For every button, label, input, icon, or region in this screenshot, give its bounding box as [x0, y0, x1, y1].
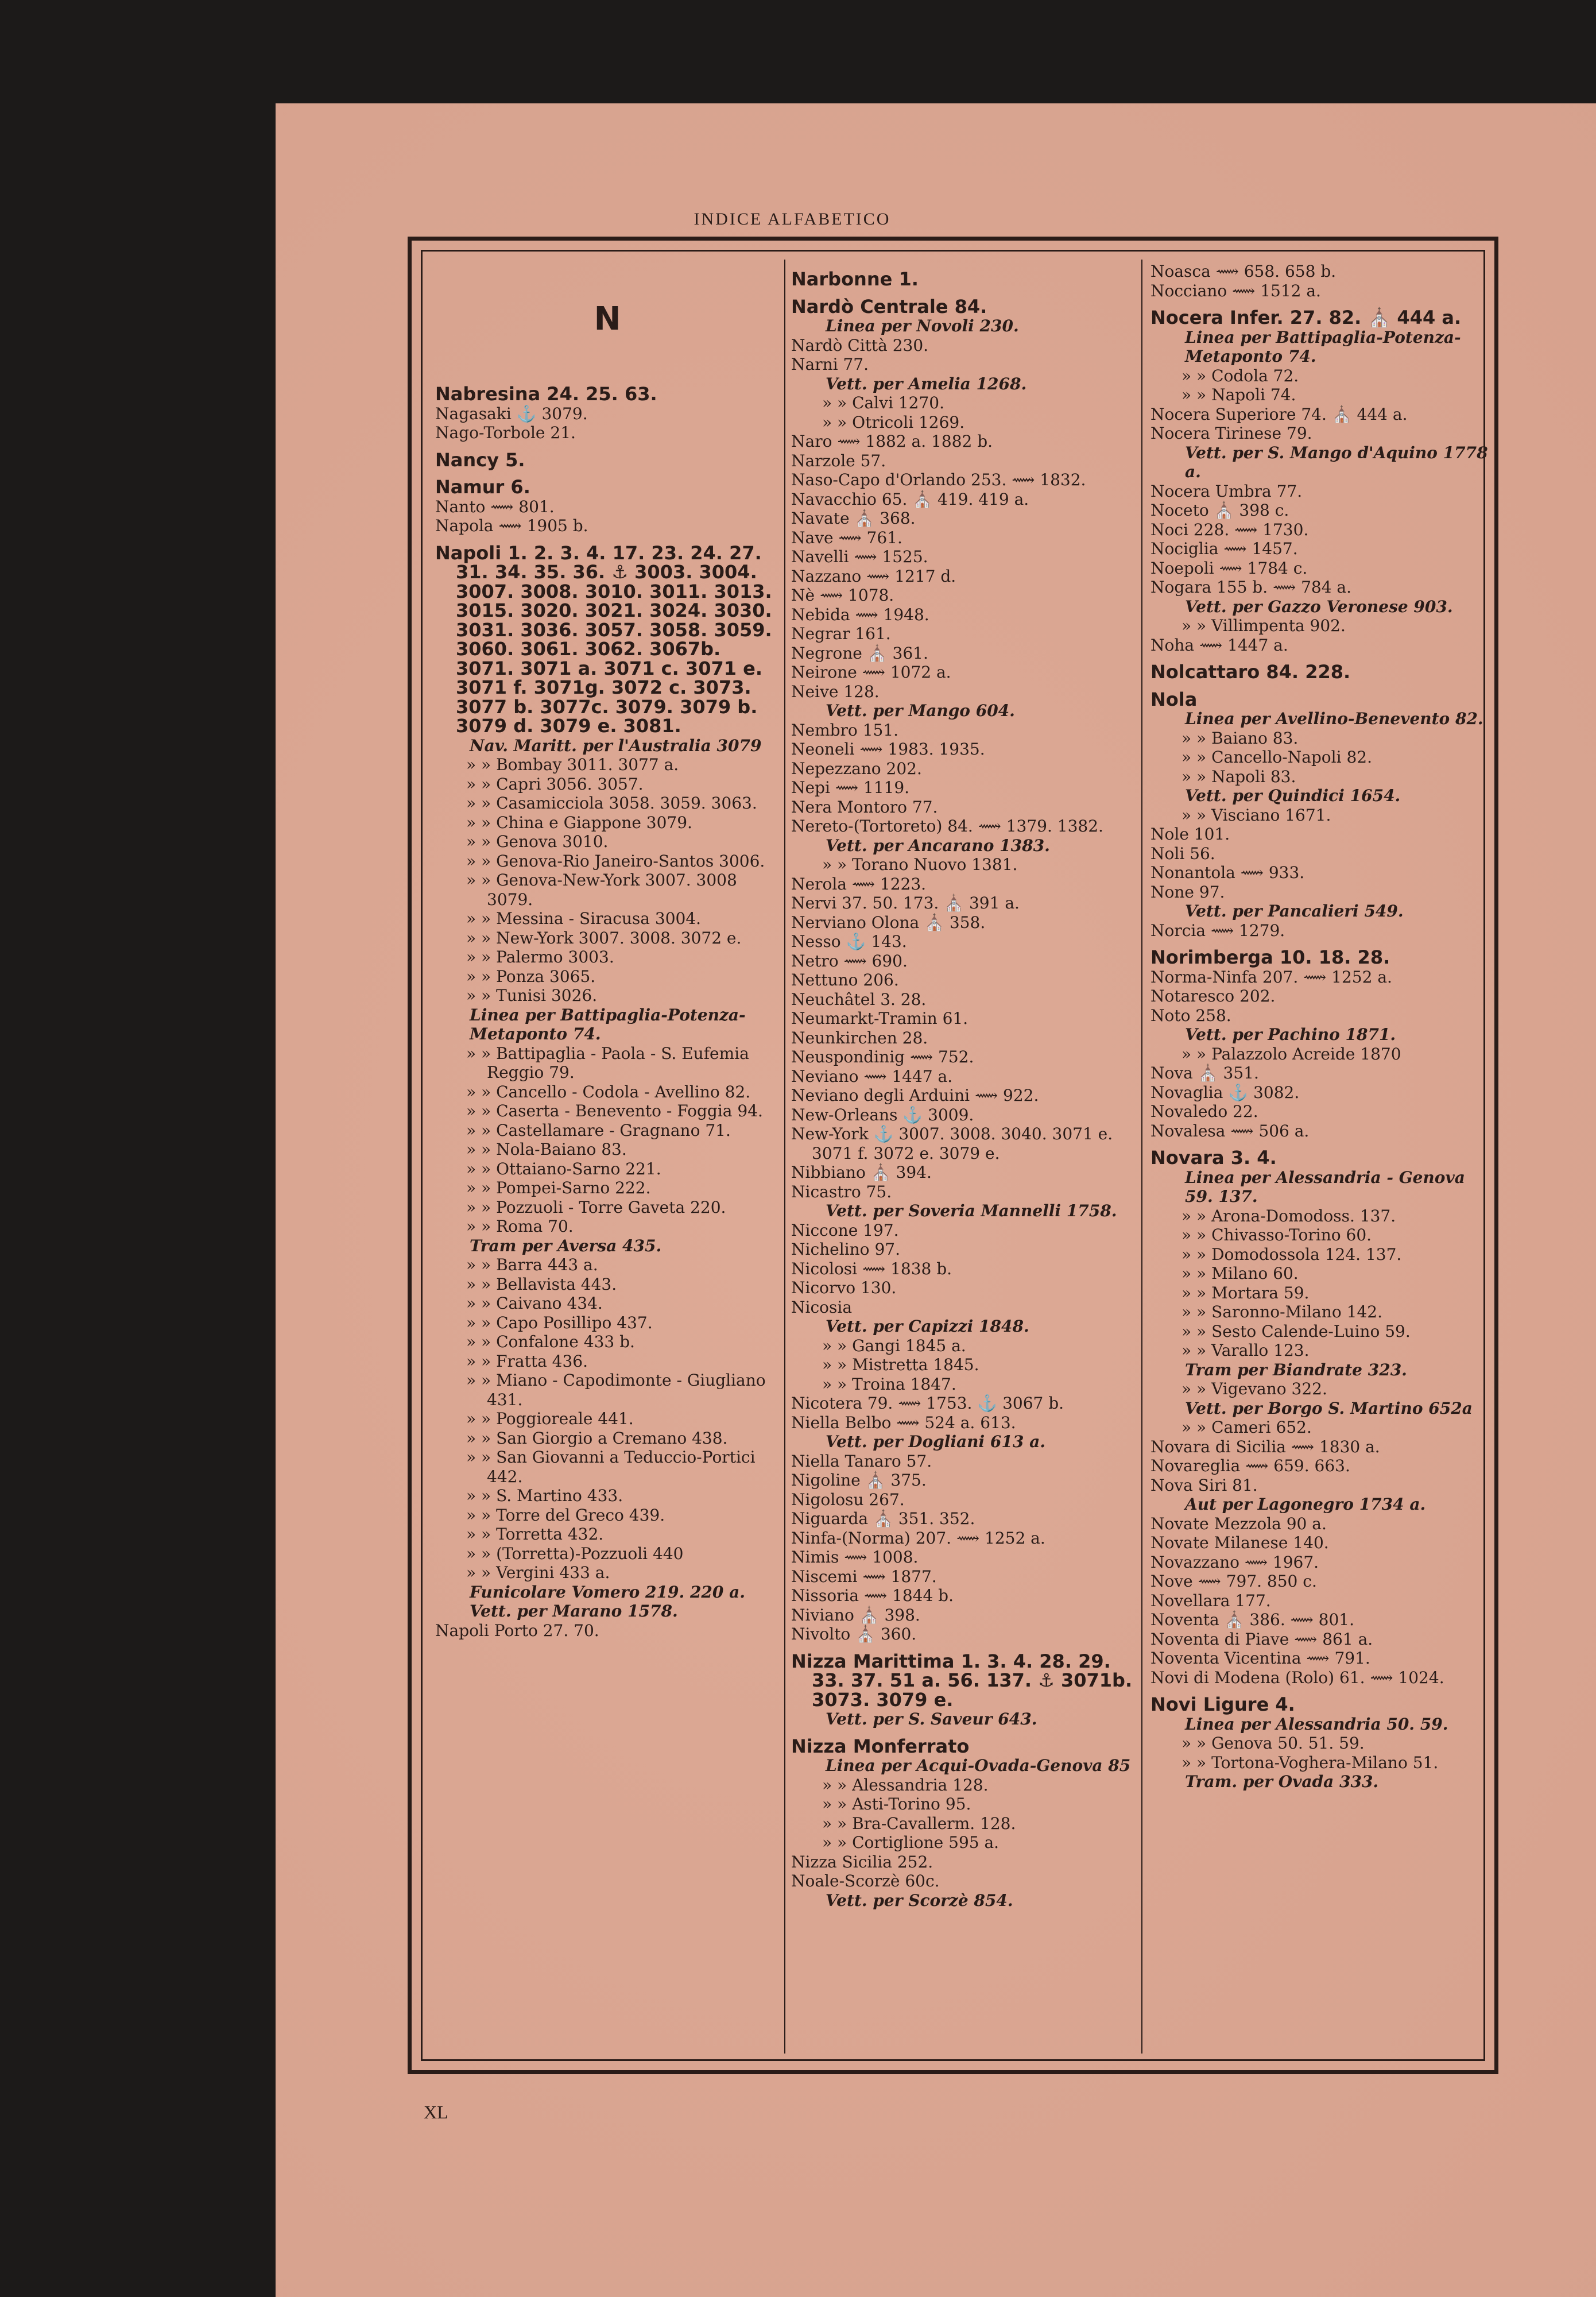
index-entry: Nociglia ⟿ 1457.	[1150, 539, 1298, 558]
index-entry: Niella Belbo ⟿ 524 a. 613.	[791, 1413, 1016, 1432]
index-heading-entry: Nolcattaro 84. 228.	[1150, 661, 1351, 683]
index-entry: Linea per Alessandria - Genova 59. 137.	[1185, 1167, 1465, 1206]
index-entry: Navate ⛪ 368.	[791, 509, 916, 528]
index-sub-entry: » » Barra 443 a.	[466, 1255, 598, 1274]
index-entry: Nigolosu 267.	[791, 1490, 905, 1509]
index-sub-entry: » » Visciano 1671.	[1181, 805, 1331, 825]
index-entry: Novate Mezzola 90 a.	[1150, 1514, 1327, 1533]
index-sub-entry: » » Castellamare - Gragnano 71.	[466, 1120, 731, 1140]
index-entry: Neumarkt-Tramin 61.	[791, 1009, 969, 1028]
index-entry: Naso-Capo d'Orlando 253. ⟿ 1832.	[791, 470, 1086, 489]
index-entry: Linea per Avellino-Benevento 82.	[1185, 709, 1483, 728]
index-sub-entry: » » Troina 1847.	[822, 1374, 956, 1394]
index-entry: Aut per Lagonegro 1734 a.	[1185, 1495, 1426, 1514]
index-entry: Nibbiano ⛪ 394.	[791, 1163, 932, 1182]
index-entry: Neviano ⟿ 1447 a.	[791, 1066, 953, 1086]
index-entry: Nazzano ⟿ 1217 d.	[791, 566, 956, 586]
index-sub-entry: » » Pozzuoli - Torre Gaveta 220.	[466, 1197, 726, 1217]
entry-list	[1150, 262, 1495, 1792]
index-sub-entry: » » Vigevano 322.	[1181, 1379, 1327, 1398]
index-sub-entry: » » Domodossola 124. 137.	[1181, 1244, 1402, 1264]
index-entry: Novaglia ⚓ 3082.	[1150, 1082, 1300, 1102]
index-sub-entry: » » Pompei-Sarno 222.	[466, 1178, 651, 1197]
index-heading-entry: Nizza Marittima 1. 3. 4. 28. 29. 33. 37. 51 a. 56. 137. ⚓ 3071b. 3073. 3079 e.	[791, 1650, 1133, 1711]
index-entry: Novi di Modena (Rolo) 61. ⟿ 1024.	[1150, 1668, 1444, 1687]
index-entry: Nocciano ⟿ 1512 a.	[1150, 281, 1321, 300]
index-sub-entry: » » Otricoli 1269.	[822, 412, 965, 432]
index-entry: Noventa ⛪ 386. ⟿ 801.	[1150, 1610, 1355, 1629]
index-sub-entry: » » Tunisi 3026.	[466, 986, 598, 1005]
index-sub-entry: » » Milano 60.	[1181, 1264, 1299, 1283]
index-sub-entry: » » Asti-Torino 95.	[822, 1795, 971, 1813]
index-entry: Niviano ⛪ 398.	[791, 1605, 920, 1625]
index-heading-entry: Novi Ligure 4.	[1150, 1693, 1295, 1715]
index-entry: Novareglia ⟿ 659. 663.	[1150, 1456, 1350, 1475]
index-heading-entry: Napoli 1. 2. 3. 4. 17. 23. 24. 27. 31. 34. 35. 36. ⚓ 3003. 3004. 3007. 3008. 3010. 3011. 3013. 3015. 3020. 3021. 3024. 3030. 3031. 3036. 3057. 3058. 3059. 3060. 3061. 3062. 3067b. 3071. 3071 a. 3071 c. 3071 e. 3071 f. 3071g. 3072 c. 3073. 3077 b. 3077c. 3079. 3079 b. 3079 d. 3079 e. 3081.	[435, 542, 772, 737]
index-sub-entry: » » Genova 3010.	[466, 832, 609, 851]
index-entry: Nimis ⟿ 1008.	[791, 1548, 919, 1567]
index-entry: Tram per Aversa 435.	[470, 1236, 662, 1255]
index-entry: Vett. per Pancalieri 549.	[1185, 902, 1404, 921]
index-column-2	[791, 262, 1136, 2054]
page-title: INDICE ALFABETICO	[694, 210, 891, 229]
index-entry: Funicolare Vomero 219. 220 a.	[470, 1582, 746, 1602]
index-entry: Nervi 37. 50. 173. ⛪ 391 a.	[791, 894, 1020, 912]
entry-list	[435, 385, 780, 1640]
index-sub-entry: » » Miano - Capodimonte - Giugliano 431.	[466, 1371, 766, 1409]
index-sub-entry: » » Cortiglione 595 a.	[822, 1833, 1000, 1852]
index-entry: Vett. per Borgo S. Martino 652a	[1185, 1398, 1473, 1418]
index-sub-entry: » » New-York 3007. 3008. 3072 e.	[466, 928, 742, 948]
index-entry: Vett. per Ancarano 1383.	[826, 836, 1050, 855]
index-entry: Nicosia	[791, 1297, 853, 1317]
index-heading-entry: Nizza Monferrato	[791, 1735, 970, 1757]
index-entry: Nardò Città 230.	[791, 335, 929, 355]
index-entry: Linea per Alessandria 50. 59.	[1185, 1714, 1448, 1734]
index-entry: Neviano degli Arduini ⟿ 922.	[791, 1086, 1039, 1105]
index-entry: Linea per Novoli 230.	[826, 316, 1019, 335]
index-entry: Neoneli ⟿ 1983. 1935.	[791, 740, 985, 759]
index-sub-entry: » » Calvi 1270.	[822, 393, 944, 412]
index-sub-entry: » » Caserta - Benevento - Foggia 94.	[466, 1101, 763, 1120]
index-entry: Novaledo 22.	[1150, 1102, 1258, 1121]
index-column-1	[435, 262, 780, 2054]
index-sub-entry: » » Genova-Rio Janeiro-Santos 3006.	[466, 851, 765, 871]
index-entry: Vett. per Amelia 1268.	[826, 374, 1027, 393]
index-entry: Nera Montoro 77.	[791, 797, 938, 817]
index-entry: Novellara 177.	[1150, 1591, 1271, 1610]
index-heading-entry: Norimberga 10. 18. 28.	[1150, 946, 1390, 968]
index-heading-entry: Nola	[1150, 688, 1198, 710]
index-entry: Nerviano Olona ⛪ 358.	[791, 912, 986, 932]
index-entry: Nissoria ⟿ 1844 b.	[791, 1586, 954, 1605]
index-entry: Nocera Superiore 74. ⛪ 444 a.	[1150, 404, 1408, 424]
index-entry: Noto 258.	[1150, 1006, 1231, 1025]
index-sub-entry: » » Gangi 1845 a.	[822, 1336, 966, 1355]
index-entry: Vett. per S. Mango d'Aquino 1778 a.	[1185, 443, 1488, 481]
entry-list	[791, 270, 1136, 1910]
index-entry: Navacchio 65. ⛪ 419. 419 a.	[791, 489, 1029, 509]
index-entry: Nogara 155 b. ⟿ 784 a.	[1150, 578, 1351, 597]
index-entry: Linea per Acqui-Ovada-Genova 85	[826, 1756, 1131, 1775]
index-entry: Ninfa-(Norma) 207. ⟿ 1252 a.	[791, 1528, 1045, 1548]
index-entry: Nettuno 206.	[791, 970, 899, 989]
index-entry: Napola ⟿ 1905 b.	[435, 516, 588, 535]
index-entry: Nè ⟿ 1078.	[791, 586, 894, 605]
index-entry: Nav. Maritt. per l'Australia 3079	[470, 736, 762, 755]
index-entry: Noale-Scorzè 60c.	[791, 1871, 940, 1890]
index-entry: Nocera Tirinese 79.	[1150, 424, 1312, 443]
index-entry: Vett. per Capizzi 1848.	[826, 1317, 1029, 1336]
index-sub-entry: » » Arona-Domodoss. 137.	[1181, 1206, 1396, 1225]
index-sub-entry: » » Codola 72.	[1181, 366, 1299, 385]
index-entry: Novara di Sicilia ⟿ 1830 a.	[1150, 1437, 1380, 1456]
index-entry: Nerola ⟿ 1223.	[791, 874, 927, 894]
index-entry: Nanto ⟿ 801.	[435, 497, 555, 516]
index-sub-entry: » » Capri 3056. 3057.	[466, 774, 644, 794]
index-heading-entry: Nocera Infer. 27. 82. ⛪ 444 a.	[1150, 307, 1462, 328]
index-sub-entry: » » Cancello - Codola - Avellino 82.	[466, 1082, 751, 1101]
index-entry: Nocera Umbra 77.	[1150, 481, 1303, 501]
index-entry: Nigoline ⛪ 375.	[791, 1471, 927, 1490]
index-sub-entry: » » Capo Posillipo 437.	[466, 1313, 653, 1332]
index-sub-entry: » » Napoli 74.	[1181, 385, 1296, 404]
index-entry: Neive 128.	[791, 682, 880, 701]
index-sub-entry: » » China e Giappone 3079.	[466, 813, 692, 832]
index-entry: Nave ⟿ 761.	[791, 528, 902, 547]
book-page	[276, 103, 1596, 2297]
index-entry: Navelli ⟿ 1525.	[791, 547, 928, 566]
index-sub-entry: » » Mistretta 1845.	[822, 1355, 979, 1374]
index-entry: Vett. per Scorzè 854.	[826, 1890, 1013, 1910]
index-heading-entry: Novara 3. 4.	[1150, 1147, 1277, 1169]
index-sub-entry: » » Villimpenta 902.	[1181, 616, 1346, 635]
index-sub-entry: » » Bra-Cavallerm. 128.	[822, 1813, 1016, 1833]
index-entry: None 97.	[1150, 882, 1225, 902]
index-sub-entry: » » Messina - Siracusa 3004.	[466, 909, 702, 928]
index-sub-entry: » » Varallo 123.	[1181, 1341, 1310, 1360]
index-sub-entry: » » Vergini 433 a.	[466, 1563, 610, 1582]
index-entry: Vett. per Pachino 1871.	[1185, 1025, 1396, 1044]
index-entry: Negrone ⛪ 361.	[791, 643, 928, 663]
index-sub-entry: » » Bombay 3011. 3077 a.	[466, 755, 679, 774]
index-sub-entry: » » Bellavista 443.	[466, 1274, 617, 1294]
index-sub-entry: » » San Giorgio a Cremano 438.	[466, 1428, 728, 1448]
index-entry: Vett. per Marano 1578.	[470, 1602, 678, 1621]
index-entry: Nivolto ⛪ 360.	[791, 1625, 917, 1644]
index-entry: Noventa Vicentina ⟿ 791.	[1150, 1649, 1370, 1668]
index-entry: Vett. per Mango 604.	[826, 701, 1015, 720]
index-sub-entry: » » Palermo 3003.	[466, 948, 614, 966]
page-number: XL	[424, 2102, 448, 2122]
index-entry: Noli 56.	[1150, 844, 1215, 863]
index-heading-entry: Nancy 5.	[435, 448, 525, 471]
index-entry: Netro ⟿ 690.	[791, 951, 908, 970]
index-sub-entry: » » Nola-Baiano 83.	[466, 1140, 627, 1159]
index-sub-entry: » » Torano Nuovo 1381.	[822, 855, 1018, 874]
index-entry: Nizza Sicilia 252.	[791, 1852, 933, 1871]
index-entry: Vett. per Soveria Mannelli 1758.	[826, 1201, 1117, 1220]
index-entry: Narni 77.	[791, 355, 869, 374]
index-entry: Linea per Battipaglia-Potenza-Metaponto 74.	[1185, 327, 1461, 366]
index-sub-entry: » » Genova 50. 51. 59.	[1181, 1734, 1365, 1753]
index-sub-entry: » » Ottaiano-Sarno 221.	[466, 1159, 661, 1178]
index-entry: Norma-Ninfa 207. ⟿ 1252 a.	[1150, 967, 1392, 987]
index-entry: New-York ⚓ 3007. 3008. 3040. 3071 e. 3071 f. 3072 e. 3079 e.	[791, 1124, 1113, 1163]
index-sub-entry: » » Palazzolo Acreide 1870	[1181, 1044, 1401, 1064]
index-entry: Niguarda ⛪ 351. 352.	[791, 1509, 975, 1528]
index-sub-entry: » » (Torretta)-Pozzuoli 440	[466, 1544, 684, 1563]
index-sub-entry: » » Saronno-Milano 142.	[1181, 1302, 1382, 1321]
index-entry: Nichelino 97.	[791, 1240, 900, 1259]
column-divider	[1141, 260, 1142, 2054]
index-entry: Nagasaki ⚓ 3079.	[435, 404, 588, 423]
index-entry: Novate Milanese 140.	[1150, 1533, 1329, 1552]
index-entry: Narzole 57.	[791, 451, 886, 470]
index-entry: Negrar 161.	[791, 624, 891, 643]
index-entry: Norcia ⟿ 1279.	[1150, 921, 1285, 940]
index-sub-entry: » » Roma 70.	[466, 1217, 574, 1236]
index-sub-entry: » » Battipaglia - Paola - S. Eufemia Reggio 79.	[466, 1043, 749, 1082]
index-entry: Niccone 197.	[791, 1220, 899, 1240]
index-entry: Neuchâtel 3. 28.	[791, 989, 927, 1009]
index-sub-entry: » » Baiano 83.	[1181, 728, 1299, 748]
index-heading-entry: Nardò Centrale 84.	[791, 295, 987, 318]
index-entry: Vett. per S. Saveur 643.	[826, 1710, 1037, 1728]
index-sub-entry: » » Sesto Calende-Luino 59.	[1181, 1321, 1411, 1341]
index-entry: Nove ⟿ 797. 850 c.	[1150, 1572, 1317, 1591]
index-entry: Nago-Torbole 21.	[435, 423, 576, 442]
index-entry: Neuspondinig ⟿ 752.	[791, 1047, 974, 1066]
index-entry: New-Orleans ⚓ 3009.	[791, 1105, 974, 1124]
index-entry: Nebida ⟿ 1948.	[791, 605, 929, 624]
index-sub-entry: » » Cameri 652.	[1181, 1418, 1312, 1437]
index-entry: Nicastro 75.	[791, 1182, 892, 1201]
index-sub-entry: » » Confalone 433 b.	[466, 1332, 635, 1351]
index-entry: Noasca ⟿ 658. 658 b.	[1150, 262, 1337, 281]
index-heading-entry: Namur 6.	[435, 476, 530, 498]
index-entry: Nova Siri 81.	[1150, 1475, 1258, 1495]
index-sub-entry: » » Ponza 3065.	[466, 966, 596, 986]
index-entry: Vett. per Gazzo Veronese 903.	[1185, 597, 1453, 616]
index-entry: Nicorvo 130.	[791, 1278, 897, 1297]
index-sub-entry: » » Tortona-Voghera-Milano 51.	[1181, 1753, 1439, 1772]
index-sub-entry: » » Napoli 83.	[1181, 767, 1296, 786]
index-sub-entry: » » Chivasso-Torino 60.	[1181, 1225, 1372, 1244]
index-entry: Nembro 151.	[791, 720, 899, 740]
index-entry: Naro ⟿ 1882 a. 1882 b.	[791, 432, 993, 451]
index-sub-entry: » » Alessandria 128.	[822, 1775, 989, 1795]
index-entry: Nepezzano 202.	[791, 759, 922, 778]
index-entry: Novazzano ⟿ 1967.	[1150, 1552, 1319, 1572]
column-divider	[784, 260, 785, 2054]
index-sub-entry: » » Genova-New-York 3007. 3008 3079.	[466, 871, 737, 909]
index-sub-entry: » » Mortara 59.	[1181, 1283, 1310, 1302]
index-entry: Napoli Porto 27. 70.	[435, 1621, 599, 1640]
index-entry: Vett. per Quindici 1654.	[1185, 786, 1401, 805]
index-entry: Nesso ⚓ 143.	[791, 932, 907, 951]
index-heading-entry: Narbonne 1.	[791, 268, 919, 290]
index-entry: Nonantola ⟿ 933.	[1150, 863, 1305, 882]
index-entry: Neirone ⟿ 1072 a.	[791, 663, 951, 682]
index-entry: Noceto ⛪ 398 c.	[1150, 501, 1289, 520]
index-entry: Tram per Biandrate 323.	[1185, 1360, 1407, 1379]
index-heading-entry: Nabresina 24. 25. 63.	[435, 383, 657, 405]
index-sub-entry: » » Torretta 432.	[466, 1525, 604, 1544]
index-sub-entry: » » San Giovanni a Teduccio-Portici 442.	[466, 1448, 756, 1486]
index-sub-entry: » » Fratta 436.	[466, 1351, 588, 1371]
index-entry: Nova ⛪ 351.	[1150, 1064, 1259, 1082]
index-entry: Nereto-(Tortoreto) 84. ⟿ 1379. 1382.	[791, 817, 1103, 836]
index-sub-entry: » » Caivano 434.	[466, 1294, 603, 1313]
index-entry: Noci 228. ⟿ 1730.	[1150, 520, 1309, 539]
index-entry: Tram. per Ovada 333.	[1185, 1772, 1379, 1791]
index-entry: Nepi ⟿ 1119.	[791, 778, 910, 797]
index-sub-entry: » » S. Martino 433.	[466, 1486, 623, 1505]
index-sub-entry: » » Poggioreale 441.	[466, 1409, 634, 1428]
index-entry: Vett. per Dogliani 613 a.	[826, 1432, 1046, 1451]
index-entry: Noepoli ⟿ 1784 c.	[1150, 558, 1308, 578]
index-sub-entry: » » Torre del Greco 439.	[466, 1505, 665, 1525]
index-frame	[408, 237, 1498, 2074]
index-entry: Noha ⟿ 1447 a.	[1150, 635, 1288, 655]
index-frame-inner	[421, 250, 1488, 2061]
index-entry: Nicotera 79. ⟿ 1753. ⚓ 3067 b.	[791, 1394, 1064, 1413]
index-sub-entry: » » Cancello-Napoli 82.	[1181, 748, 1373, 767]
index-entry: Linea per Battipaglia-Potenza-Metaponto 74.	[470, 1005, 746, 1043]
index-entry: Neunkirchen 28.	[791, 1028, 928, 1047]
index-entry: Novalesa ⟿ 506 a.	[1150, 1121, 1310, 1140]
index-column-3	[1150, 262, 1495, 2054]
index-entry: Noventa di Piave ⟿ 861 a.	[1150, 1629, 1373, 1649]
index-entry: Nole 101.	[1150, 825, 1230, 844]
index-sub-entry: » » Casamicciola 3058. 3059. 3063.	[466, 794, 757, 813]
index-entry: Nicolosi ⟿ 1838 b.	[791, 1259, 952, 1278]
section-letter: N	[594, 300, 621, 338]
index-entry: Niella Tanaro 57.	[791, 1451, 932, 1471]
index-entry: Notaresco 202.	[1150, 987, 1276, 1006]
index-entry: Niscemi ⟿ 1877.	[791, 1567, 937, 1586]
